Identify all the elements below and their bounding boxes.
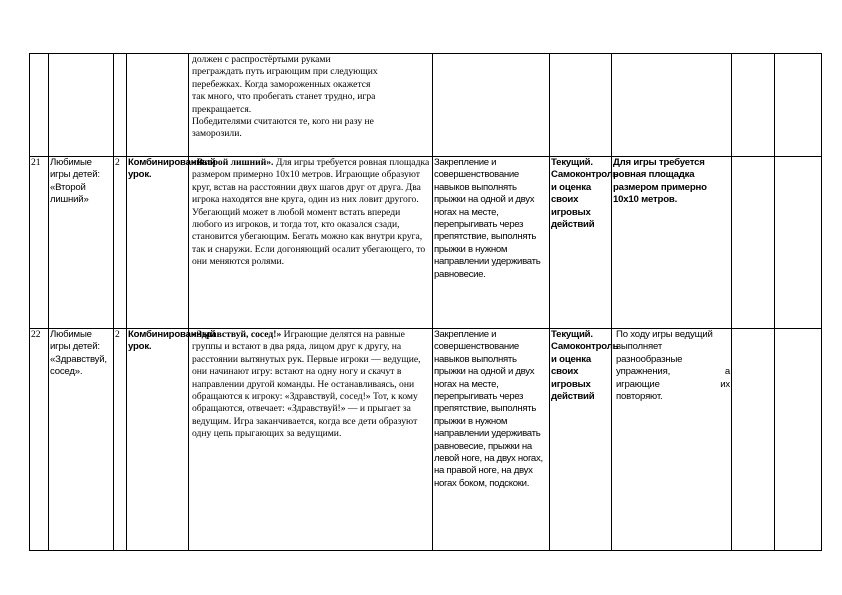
control-form: Текущий. Самоконтроль и оценка своих игровых действий xyxy=(550,157,612,329)
cell-extra xyxy=(775,54,822,157)
game-text: Для игры требуется ровная площадка размером примерно 10х10 метров. Играющие образуют круг, встав на расстоянии двух шагов друг от друга. Два игрока находятся вне круга, один из них ловит другого. Убегающий может в любой момент встать впереди любого из игроков, и тогда тот, кто оказался сзади, становится убегающим. Бегать можно как внутри круга, так и снаружи. Если догоняющий осалит убегающего, то они меняются ролями. xyxy=(192,157,430,268)
cell-skills xyxy=(433,54,550,157)
cell-game-description xyxy=(189,54,433,157)
lesson-number: 22 xyxy=(30,329,49,551)
cell-topic xyxy=(49,54,114,157)
equipment-word: а xyxy=(724,366,730,378)
cell-extra xyxy=(732,329,775,551)
text-line: заморозили. xyxy=(192,128,242,140)
cell-number xyxy=(30,54,49,157)
table-row-lesson-21 xyxy=(30,157,822,329)
game-text: Играющие делятся на равные группы и встают в два ряда, лицом друг к другу, на расстоянии вытянутых рук. Первые игроки — ведущие, они начинают игру: встают на одну ногу и скачут в направлении другой команды. Не останавливаясь, они обращаются к игроку: «Здравствуй, сосед!» Тот, к кому обращаются, отвечает: «Здравствуй!» — и прыгает за ведущим. Игра заканчивается, когда все дети образуют одну цепь прыгающих за ведущими. xyxy=(192,329,421,440)
text-line: прекращается. xyxy=(192,103,252,115)
text-line: должен с распростёртыми руками xyxy=(192,54,331,65)
lesson-hours: 2 xyxy=(114,157,127,329)
equipment-line: разнообразные xyxy=(616,353,683,365)
cell-control xyxy=(550,54,612,157)
lesson-topic: Любимые игры детей: «Второй лишний» xyxy=(49,157,114,329)
text-line: Победителями считаются те, кого ни разу не xyxy=(192,116,374,128)
lesson-plan-table xyxy=(29,53,822,551)
equipment-word: играющие xyxy=(616,378,660,390)
equipment-notes: Для игры требуется ровная площадка размером примерно 10х10 метров. xyxy=(612,157,732,329)
lesson-number: 21 xyxy=(30,157,49,329)
cell-hours xyxy=(114,54,127,157)
cell-equipment xyxy=(612,54,732,157)
cell-extra xyxy=(732,54,775,157)
text-line: так много, что пробегать станет трудно, игра xyxy=(192,91,376,103)
lesson-hours: 2 xyxy=(114,329,127,551)
game-title: «Второй лишний». xyxy=(192,157,274,168)
cell-extra xyxy=(775,329,822,551)
lesson-type: Комбинированный урок. xyxy=(127,329,189,551)
game-title: «Здравствуй, сосед!» xyxy=(192,329,282,340)
table-row-continuation xyxy=(30,54,822,157)
cell-extra xyxy=(732,157,775,329)
skills-description: Закрепление и совершенствование навыков выполнять прыжки на одной и двух ногах на месте, перепрыгивать через препятствие, выполнять прыжки в нужном направлении удерживать равновесие, прыжки на левой ноге, на двух ногах, на правой ноге, на двух ногах боком, подскоки. xyxy=(433,329,550,551)
equipment-word: их xyxy=(720,378,730,390)
equipment-line: По ходу игры ведущий xyxy=(616,329,713,340)
lesson-type: Комбинированный урок. xyxy=(127,157,189,329)
cell-extra xyxy=(775,157,822,329)
control-form: Текущий. Самоконтроль и оценка своих игровых действий xyxy=(550,329,612,551)
table-row-lesson-22 xyxy=(30,329,822,551)
equipment-line xyxy=(616,366,730,378)
equipment-line: выполняет xyxy=(616,341,663,353)
game-description xyxy=(189,157,433,329)
game-description xyxy=(189,329,433,551)
equipment-line xyxy=(616,379,730,391)
equipment-word: упражнения, xyxy=(616,366,671,378)
cell-lesson-type xyxy=(127,54,189,157)
skills-description: Закрепление и совершенствование навыков выполнять прыжки на одной и двух ногах на месте, перепрыгивать через препятствие, выполнять прыжки в нужном направлении удерживать равновесие. xyxy=(433,157,550,329)
lesson-topic: Любимые игры детей: «Здравствуй, сосед». xyxy=(49,329,114,551)
equipment-notes xyxy=(612,329,732,551)
equipment-line: повторяют. xyxy=(616,391,663,403)
text-line: перебежках. Когда замороженных окажется xyxy=(192,78,371,90)
text-line: преграждать путь играющим при следующих xyxy=(192,66,378,78)
